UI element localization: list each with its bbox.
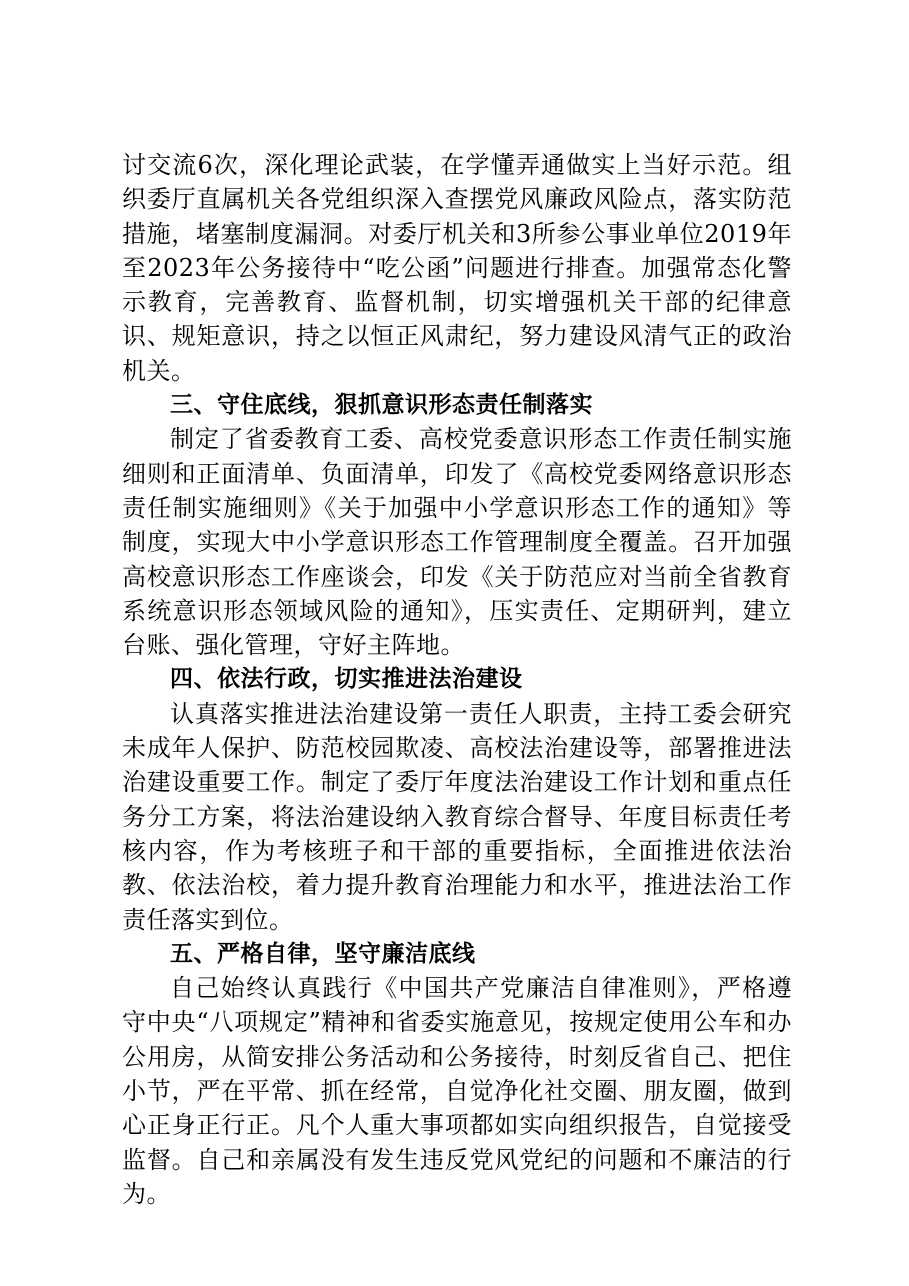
section-heading-rule-of-law: 四、依法行政，切实推进法治建设 [170,666,523,693]
paragraph-ideology-responsibility: 制定了省委教育工委、高校党委意识形态工作责任制实施细则和正面清单、负面清单，印发了《高校党委网络意识形态责任制实施细则》《关于加强中小学意识形态工作的通知》等制度，实现大中小学意识形态工作管理制度全覆盖。召开加强高校意识形态工作座谈会，印发《关于防范应对当前全省教育系统意识形态领域风险的通知》，压实责任、定期研判，建立台账、强化管理，守好主阵地。 [122,425,792,660]
paragraph-rule-of-law: 认真落实推进法治建设第一责任人职责，主持工委会研究未成年人保护、防范校园欺凌、高校法治建设等，部署推进法治建设重要工作。制定了委厅年度法治建设工作计划和重点任务分工方案，将法治建设纳入教育综合督导、年度目标责任考核内容，作为考核班子和干部的重要指标，全面推进依法治教、依法治校，着力提升教育治理能力和水平，推进法治工作责任落实到位。 [122,699,792,934]
paragraph-self-discipline: 自己始终认真践行《中国共产党廉洁自律准则》，严格遵守中央“八项规定”精神和省委实施意见，按规定使用公车和办公用房，从简安排公务活动和公务接待，时刻反省自己、把住小节，严在平常、抓在经常，自觉净化社交圈、朋友圈，做到心正身正行正。凡个人重大事项都如实向组织报告，自觉接受监督。自己和亲属没有发生违反党风党纪的问题和不廉洁的行为。 [122,974,792,1208]
paragraph-discipline-education: 讨交流6次，深化理论武装，在学懂弄通做实上当好示范。组织委厅直属机关各党组织深入查摆党风廉政风险点，落实防范措施，堵塞制度漏洞。对委厅机关和3所参公事业单位2019年至2023年公务接待中“吃公函”问题进行排查。加强常态化警示教育，完善教育、监督机制，切实增强机关干部的纪律意识、规矩意识，持之以恒正风肃纪，努力建设风清气正的政治机关。 [122,151,792,385]
section-heading-ideology: 三、守住底线，狠抓意识形态责任制落实 [170,392,593,419]
document-body [122,148,792,1211]
section-heading-self-discipline: 五、严格自律，坚守廉洁底线 [170,940,476,967]
